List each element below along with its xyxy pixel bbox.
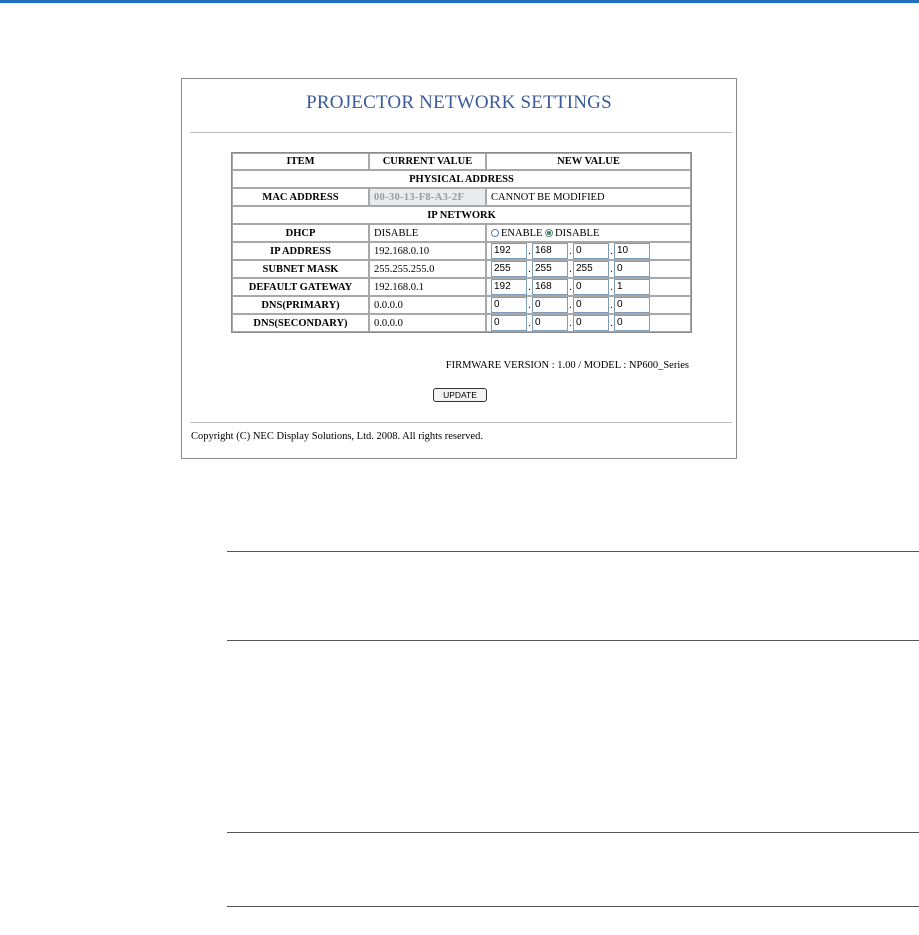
table-row	[232, 260, 691, 278]
dns-primary-current: 0.0.0.0	[369, 296, 486, 314]
page-rule	[227, 551, 919, 552]
row-label-dhcp: DHCP	[232, 224, 369, 242]
section-row	[232, 170, 691, 188]
row-label-dns-secondary: DNS(SECONDARY)	[232, 314, 369, 332]
top-accent-rule	[0, 0, 919, 3]
divider	[190, 422, 732, 423]
octet-input[interactable]: 0	[614, 261, 650, 277]
octet-input[interactable]: 10	[614, 243, 650, 259]
table-row	[232, 224, 691, 242]
header-new-value: NEW VALUE	[486, 153, 691, 170]
divider	[190, 132, 732, 133]
row-label-default-gateway: DEFAULT GATEWAY	[232, 278, 369, 296]
section-physical-address: PHYSICAL ADDRESS	[232, 170, 691, 188]
page-rule	[227, 640, 919, 641]
dhcp-current-value: DISABLE	[369, 224, 486, 242]
update-button[interactable]: UPDATE	[433, 388, 487, 402]
section-row	[232, 206, 691, 224]
table-row	[232, 188, 691, 206]
ip-address-current: 192.168.0.10	[369, 242, 486, 260]
octet-input[interactable]: 0	[573, 315, 609, 331]
row-label-subnet-mask: SUBNET MASK	[232, 260, 369, 278]
network-settings-table	[231, 152, 692, 333]
copyright-text: Copyright (C) NEC Display Solutions, Ltd. 2008. All rights reserved.	[191, 431, 483, 442]
row-label-ip-address: IP ADDRESS	[232, 242, 369, 260]
ip-address-inputs: 192 . 168 . 0 . 10	[486, 242, 691, 260]
octet-input[interactable]: 168	[532, 243, 568, 259]
dhcp-disable-label: DISABLE	[555, 227, 600, 239]
dhcp-enable-radio[interactable]	[491, 229, 499, 237]
dns-secondary-current: 0.0.0.0	[369, 314, 486, 332]
table-header-row	[232, 153, 691, 170]
octet-input[interactable]: 0	[573, 243, 609, 259]
dhcp-enable-label: ENABLE	[501, 227, 543, 239]
octet-input[interactable]: 0	[491, 315, 527, 331]
section-ip-network: IP NETWORK	[232, 206, 691, 224]
octet-input[interactable]: 0	[532, 297, 568, 313]
octet-input[interactable]: 255	[573, 261, 609, 277]
dns-secondary-inputs: 0 . 0 . 0 . 0	[486, 314, 691, 332]
octet-input[interactable]: 0	[614, 315, 650, 331]
octet-input[interactable]: 255	[491, 261, 527, 277]
subnet-mask-current: 255.255.255.0	[369, 260, 486, 278]
table-row	[232, 314, 691, 332]
header-current-value: CURRENT VALUE	[369, 153, 486, 170]
octet-input[interactable]: 255	[532, 261, 568, 277]
table-row	[232, 242, 691, 260]
page-title: PROJECTOR NETWORK SETTINGS	[306, 92, 612, 113]
default-gateway-inputs: 192 . 168 . 0 . 1	[486, 278, 691, 296]
octet-input[interactable]: 192	[491, 243, 527, 259]
page-rule	[227, 906, 919, 907]
header-item: ITEM	[232, 153, 369, 170]
dhcp-disable-radio[interactable]	[545, 229, 553, 237]
table-row	[232, 278, 691, 296]
page-rule	[227, 832, 919, 833]
dhcp-options	[486, 224, 691, 242]
octet-input[interactable]: 0	[573, 279, 609, 295]
octet-input[interactable]: 0	[491, 297, 527, 313]
firmware-version: FIRMWARE VERSION : 1.00 / MODEL : NP600_Series	[445, 360, 689, 371]
row-label-dns-primary: DNS(PRIMARY)	[232, 296, 369, 314]
default-gateway-current: 192.168.0.1	[369, 278, 486, 296]
projector-settings-page	[181, 78, 737, 459]
dns-primary-inputs: 0 . 0 . 0 . 0	[486, 296, 691, 314]
subnet-mask-inputs: 255 . 255 . 255 . 0	[486, 260, 691, 278]
mac-current-value: 00-30-13-F8-A3-2F	[369, 188, 486, 206]
table-row	[232, 296, 691, 314]
row-label-mac: MAC ADDRESS	[232, 188, 369, 206]
octet-input[interactable]: 0	[573, 297, 609, 313]
octet-input[interactable]: 1	[614, 279, 650, 295]
octet-input[interactable]: 0	[532, 315, 568, 331]
mac-new-value: CANNOT BE MODIFIED	[486, 188, 691, 206]
octet-input[interactable]: 192	[491, 279, 527, 295]
octet-input[interactable]: 168	[532, 279, 568, 295]
octet-input[interactable]: 0	[614, 297, 650, 313]
